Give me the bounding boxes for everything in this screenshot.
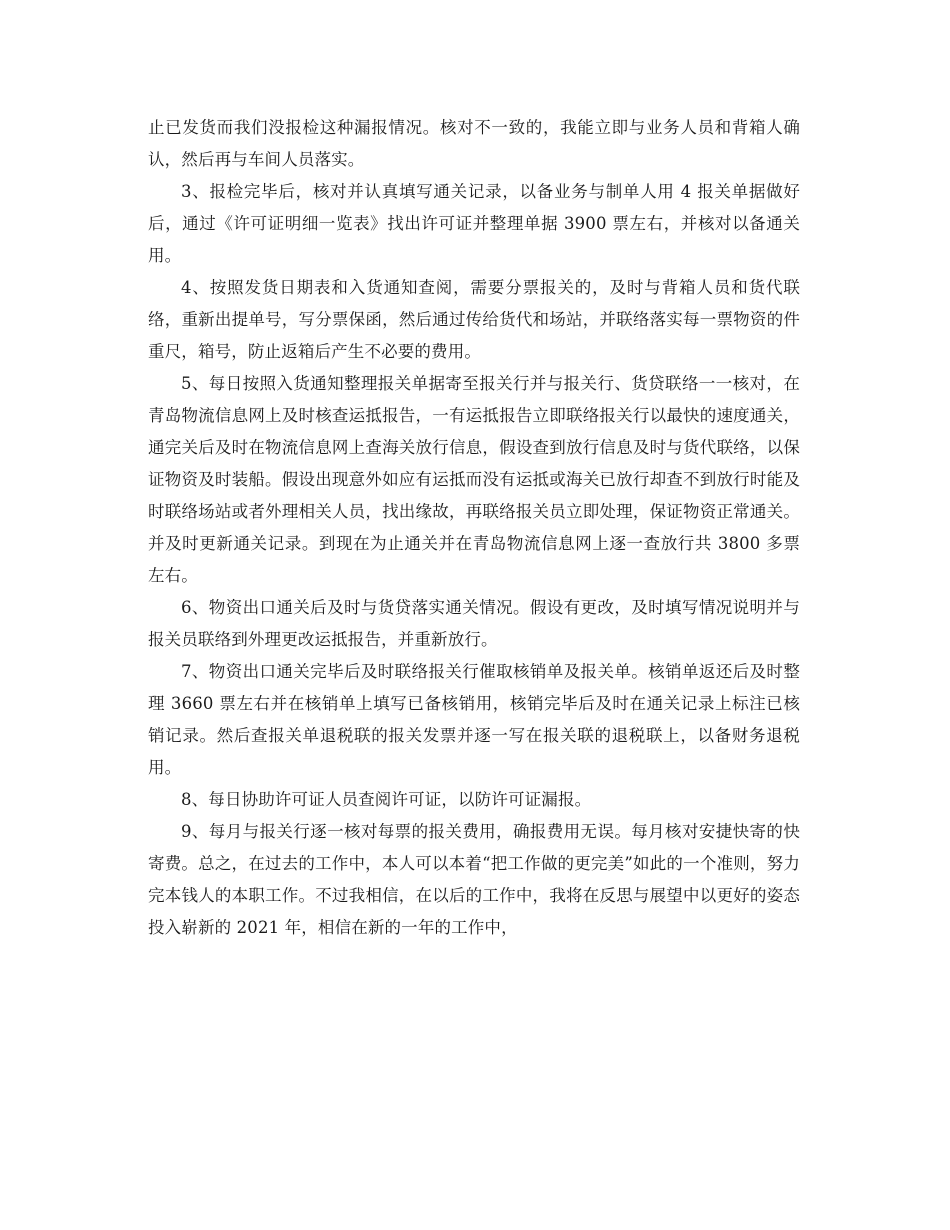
paragraph-3: 4、按照发货日期表和入货通知查阅，需要分票报关的，及时与背箱人员和货代联络，重新出提单号，写分票保函，然后通过传给货代和场站，并联络落实每一票物资的件重尺，箱号，防止返箱后产生不必要的费用。 xyxy=(148,278,800,361)
paragraph-8: 9、每月与报关行逐一核对每票的报关费用，确报费用无误。每月核对安捷快寄的快寄费。总之，在过去的工作中，本人可以本着“把工作做的更完美”如此的一个准则，努力完本钱人的本职工作。不过我相信，在以后的工作中，我将在反思与展望中以更好的姿态投入崭新的 2021 年，相信在新的一年的工作中， xyxy=(148,822,800,937)
paragraph-1: 止已发货而我们没报检这种漏报情况。核对不一致的，我能立即与业务人员和背箱人确认，然后再与车间人员落实。 xyxy=(148,118,800,169)
paragraph-4: 5、每日按照入货通知整理报关单据寄至报关行并与报关行、货贷联络一一核对，在青岛物流信息网上及时核查运抵报告，一有运抵报告立即联络报关行以最快的速度通关，通完关后及时在物流信息网上查海关放行信息，假设查到放行信息及时与货代联络，以保证物资及时装船。假设出现意外如应有运抵而没有运抵或海关已放行却查不到放行时能及时联络场站或者外理相关人员，找出缘故，再联络报关员立即处理，保证物资正常通关。并及时更新通关记录。到现在为止通关并在青岛物流信息网上逐一查放行共 3800 多票左右。 xyxy=(148,374,800,585)
paragraph-7: 8、每日协助许可证人员查阅许可证，以防许可证漏报。 xyxy=(181,790,592,809)
paragraph-2: 3、报检完毕后，核对并认真填写通关记录，以备业务与制单人用 4 报关单据做好后，通过《许可证明细一览表》找出许可证并整理单据 3900 票左右，并核对以备通关用。 xyxy=(148,182,800,265)
paragraph-6: 7、物资出口通关完毕后及时联络报关行催取核销单及报关单。核销单返还后及时整理 3660 票左右并在核销单上填写已备核销用，核销完毕后及时在通关记录上标注已核销记录。然后查报关单退税联的报关发票并逐一写在报关联的退税联上，以备财务退税用。 xyxy=(148,662,800,777)
document-page xyxy=(148,112,800,944)
paragraph-5: 6、物资出口通关后及时与货贷落实通关情况。假设有更改，及时填写情况说明并与报关员联络到外理更改运抵报告，并重新放行。 xyxy=(148,598,800,649)
